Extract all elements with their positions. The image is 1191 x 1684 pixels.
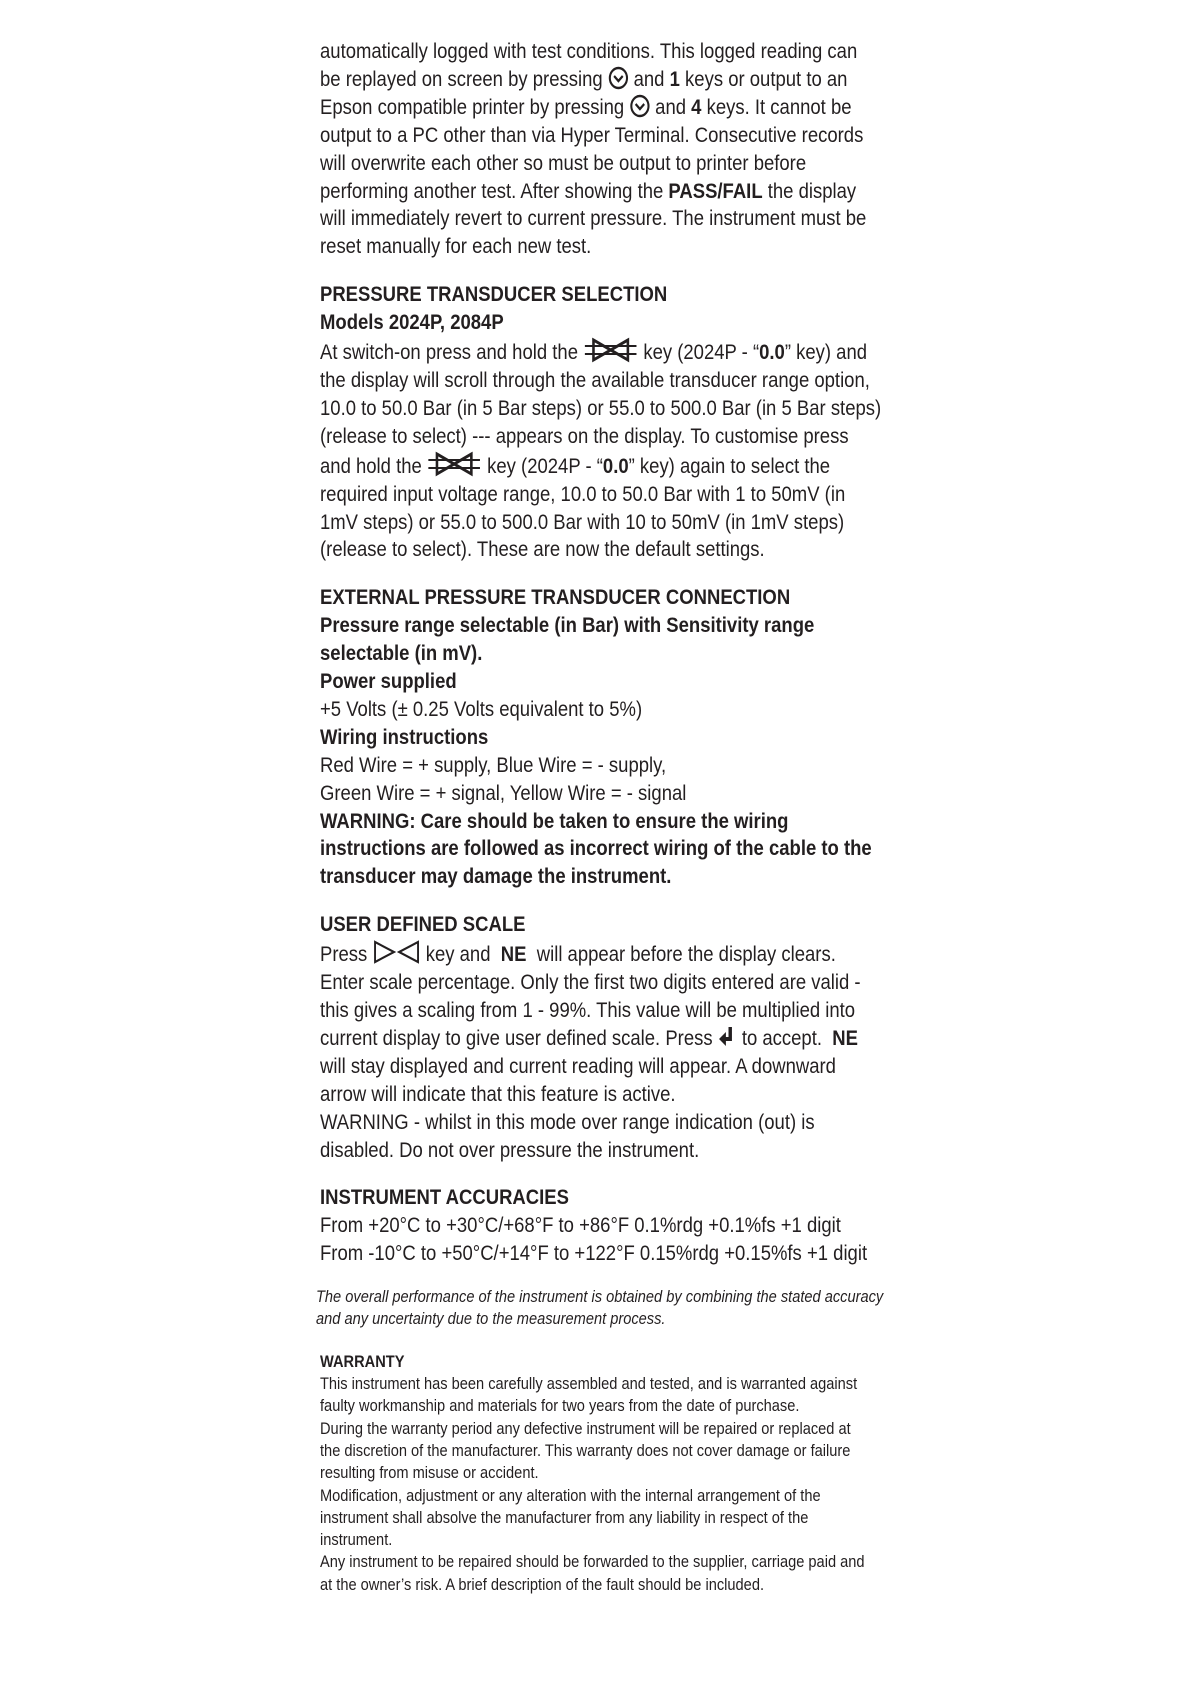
text-line: resulting from misuse or accident. [320, 1463, 539, 1483]
text-line: current display to give user defined scale. Press to accept. NE [320, 1025, 858, 1050]
timer-key-icon [608, 66, 629, 90]
text-line: at the owner’s risk. A brief description of the fault should be included. [320, 1574, 765, 1594]
text-line: This instrument has been carefully assembled and tested, and is warranted against [320, 1374, 858, 1394]
text-line: disabled. Do not over pressure the instrument. [320, 1137, 700, 1162]
text-line: At switch-on press and hold the key (2024P - “0.0” key) and [320, 337, 922, 367]
text-line: Modification, adjustment or any alteration with the internal arrangement of the [320, 1485, 821, 1505]
text-line: arrow will indicate that this feature is active. [320, 1081, 676, 1106]
text-line: Epson compatible printer by pressing and 4 keys. It cannot be [320, 94, 852, 119]
text-line: (release to select). These are now the default settings. [320, 537, 765, 562]
logging-paragraph [320, 38, 922, 261]
section-heading: WARRANTY [320, 1351, 405, 1371]
text-line: be replayed on screen by pressing and 1 keys or output to an [320, 66, 848, 91]
user-scale-section [320, 911, 922, 1164]
wiring-heading: Wiring instructions [320, 724, 489, 749]
warning-line: transducer may damage the instrument. [320, 864, 672, 889]
text-line: From +20°C to +30°C/+68°F to +86°F 0.1%rdg +0.1%fs +1 digit [320, 1213, 841, 1238]
section-heading: EXTERNAL PRESSURE TRANSDUCER CONNECTION [320, 585, 791, 610]
timer-key-icon [629, 94, 650, 118]
text-line: The overall performance of the instrument is obtained by combining the stated accuracy [316, 1287, 884, 1307]
text-line: Enter scale percentage. Only the first two digits entered are valid - [320, 970, 861, 995]
power-heading: Power supplied [320, 669, 457, 694]
section-subheading: Pressure range selectable (in Bar) with Sensitivity range [320, 613, 815, 638]
text-line: instrument. [320, 1530, 393, 1550]
text-line: From -10°C to +50°C/+14°F to +122°F 0.15%rdg +0.15%fs +1 digit [320, 1241, 868, 1266]
text-line: the display will scroll through the available transducer range option, [320, 367, 870, 392]
text-line: and any uncertainty due to the measurement process. [316, 1309, 666, 1329]
text-line: reset manually for each new test. [320, 234, 592, 259]
text-line: required input voltage range, 10.0 to 50.0 Bar with 1 to 50mV (in [320, 481, 846, 506]
manual-page [316, 38, 920, 1596]
performance-note [316, 1286, 918, 1331]
section-subheading: selectable (in mV). [320, 641, 483, 666]
accuracies-section [320, 1184, 922, 1268]
text-line: 10.0 to 50.0 Bar (in 5 Bar steps) or 55.0 to 500.0 Bar (in 5 Bar steps) [320, 395, 882, 420]
text-line: Press key and NE will appear before the display clears. [320, 939, 922, 969]
text-line: WARNING - whilst in this mode over range indication (out) is [320, 1109, 815, 1134]
text-line: 1mV steps) or 55.0 to 500.0 Bar with 10 to 50mV (in 1mV steps) [320, 509, 845, 534]
enter-key-icon [718, 1025, 737, 1049]
text-line: this gives a scaling from 1 - 99%. This value will be multiplied into [320, 998, 856, 1022]
scale-key-icon [372, 939, 420, 965]
section-subheading: Models 2024P, 2084P [320, 310, 504, 335]
text-line: automatically logged with test conditions. This logged reading can [320, 39, 858, 63]
power-value: +5 Volts (± 0.25 Volts equivalent to 5%) [320, 696, 643, 721]
text-line: will overwrite each other so must be output to printer before [320, 150, 807, 175]
text-line: instrument shall absolve the manufacturer from any liability in respect of the [320, 1507, 809, 1527]
text-line: (release to select) --- appears on the display. To customise press [320, 423, 849, 448]
section-heading: INSTRUMENT ACCURACIES [320, 1185, 569, 1210]
text-line: During the warranty period any defective instrument will be repaired or replaced at [320, 1418, 851, 1438]
text-line: Green Wire = + signal, Yellow Wire = - signal [320, 780, 687, 805]
text-line: Any instrument to be repaired should be forwarded to the supplier, carriage paid and [320, 1552, 865, 1572]
text-line: and hold the key (2024P - “0.0” key) again to select the [320, 451, 922, 481]
text-line: performing another test. After showing the PASS/FAIL the display [320, 178, 857, 203]
warranty-section [320, 1351, 922, 1596]
section-heading: PRESSURE TRANSDUCER SELECTION [320, 282, 668, 307]
text-line: the discretion of the manufacturer. This warranty does not cover damage or failure [320, 1440, 851, 1460]
warning-line: instructions are followed as incorrect wiring of the cable to the [320, 836, 872, 861]
text-line: faulty workmanship and materials for two years from the date of purchase. [320, 1396, 800, 1416]
text-line: will immediately revert to current pressure. The instrument must be [320, 206, 867, 231]
section-heading: USER DEFINED SCALE [320, 912, 526, 937]
transducer-selection-section [320, 281, 922, 564]
text-line: will stay displayed and current reading will appear. A downward [320, 1053, 836, 1078]
text-line: output to a PC other than via Hyper Terminal. Consecutive records [320, 122, 864, 147]
zero-key-icon [583, 337, 638, 363]
external-connection-section [320, 584, 922, 891]
text-line: Red Wire = + supply, Blue Wire = - supply, [320, 752, 667, 777]
warning-line: WARNING: Care should be taken to ensure the wiring [320, 808, 789, 833]
zero-key-icon [427, 451, 482, 477]
